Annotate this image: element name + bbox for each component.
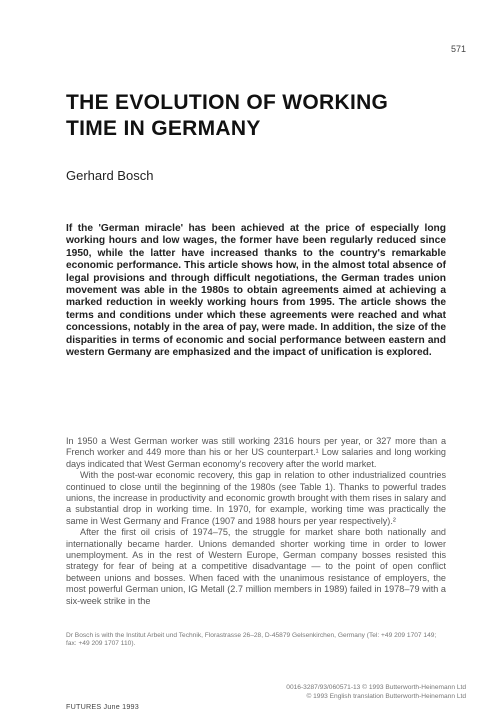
author-name: Gerhard Bosch — [66, 168, 154, 183]
abstract: If the 'German miracle' has been achieved at the price of especially long working hours and low wages, the former have been regularly reduced since 1950, while the latter have increased thanks to the country's remarkable economic performance. This article shows how, in the almost total absence of legal provisions and through difficult negotiations, the German trades union movement was able in the 1980s to obtain agreements aimed at achieving a marked reduction in weekly working hours from 1995. The article shows the terms and conditions under which these agreements were reached and what concessions, notably in the area of pay, were made. In addition, the size of the disparities in terms of economic and social performance between eastern and western Germany are emphasized and the impact of unification is explored. — [66, 223, 446, 359]
body-text — [66, 436, 446, 607]
copyright-line: © 1993 English translation Butterworth-Heinemann Ltd — [306, 692, 466, 700]
body-paragraph: With the post-war economic recovery, this gap in relation to other industrialized countries continued to close until the beginning of the 1980s (see Table 1). Thanks to powerful trades unions, the increase in productivity and economic growth brought with them rises in salary and a substantial drop in working time. In 1970, for example, working time was practically the same in West Germany and France (1907 and 1988 hours per year respectively).² — [66, 470, 446, 526]
journal-footer: FUTURES June 1993 — [66, 702, 139, 711]
copyright-notice — [286, 684, 466, 701]
body-paragraph: After the first oil crisis of 1974–75, the struggle for market share both nationally and internationally became harder. Unions demanded shorter working time in order to lower unemployment. As in the rest of Western Europe, German company bosses resisted this strategy for fear of being at a competitive disadvantage — to the point of open conflict between unions and bosses. When faced with the unanimous resistance of employers, the most powerful German union, IG Metall (2.7 million members in 1989) failed in 1978–79 with a six-week strike in the — [66, 527, 446, 606]
page-number: 571 — [450, 44, 466, 54]
body-paragraph: In 1950 a West German worker was still working 2316 hours per year, or 327 more than a French worker and 449 more than his or her US counterpart.¹ Low salaries and long working days indicated that West German economy's recovery after the world market. — [66, 436, 446, 469]
author-affiliation-footnote: Dr Bosch is with the Institut Arbeit und Technik, Florastrasse 26–28, D-45879 Gelsenkirchen, Germany (Tel: +49 209 1707 149; fax: +49 209 1707 110). — [66, 632, 437, 648]
title-line: TIME IN GERMANY — [66, 117, 261, 140]
article-title — [66, 90, 446, 142]
title-line: THE EVOLUTION OF WORKING — [66, 91, 389, 114]
copyright-line: 0016-3287/93/060571-13 © 1993 Butterworth-Heinemann Ltd — [286, 684, 466, 691]
